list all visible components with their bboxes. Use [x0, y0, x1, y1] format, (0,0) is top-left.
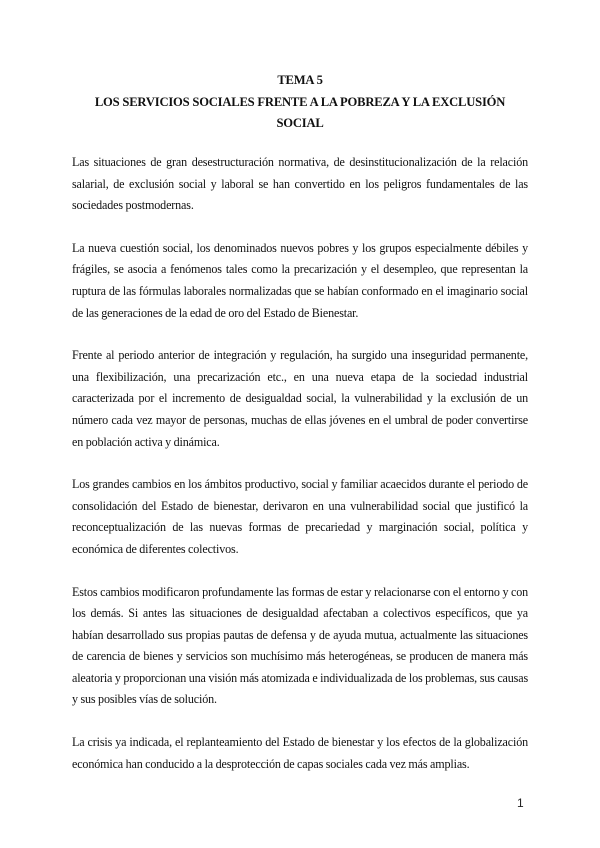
- topic-label: TEMA 5: [277, 73, 323, 87]
- page-number: 1: [517, 796, 524, 810]
- paragraph-5: Estos cambios modificaron profundamente las formas de estar y relacionarse con el entorno y con los demás. Si antes las situaciones de desigualdad afectaban a colectivos específicos, que ya habían desarrollado sus propias pautas de defensa y de ayuda mutua, actualmente las situaciones de carencia de bienes y servicios son muchísimo más heterogéneas, se producen de manera más aleatoria y proporcionan una visión más atomizada e individualizada de los problemas, sus causas y sus posibles vías de solución.: [72, 584, 528, 707]
- paragraph-1: Las situaciones de gran desestructuración normativa, de desinstitucionalización de la relación salarial, de exclusión social y laboral se han convertido en los peligros fundamentales de las sociedades postmodernas.: [72, 155, 528, 213]
- paragraph-4: Los grandes cambios en los ámbitos productivo, social y familiar acaecidos durante el periodo de consolidación del Estado de bienestar, derivaron en una vulnerabilidad social que justificó la reconceptualización de las nuevas formas de precariedad y marginación social, política y económica de diferentes colectivos.: [72, 477, 528, 556]
- paragraph-3: Frente al periodo anterior de integración y regulación, ha surgido una inseguridad permanente, una flexibilización, una precarización etc., en una nueva etapa de la sociedad industrial caracterizada por el incremento de desigualdad social, la vulnerabilidad y la exclusión de un número cada vez mayor de personas, muchas de ellas jóvenes en el umbral de poder convertirse en población activa y dinámica.: [72, 348, 528, 449]
- document-title-line-2: SOCIAL: [276, 116, 324, 130]
- paragraph-2: La nueva cuestión social, los denominados nuevos pobres y los grupos especialmente débiles y frágiles, se asocia a fenómenos tales como la precarización y el desempleo, que representan la ruptura de las fórmulas laborales normalizadas que se habían conformado en el imaginario social de las generaciones de la edad de oro del Estado de Bienestar.: [72, 240, 528, 320]
- document-heading: [72, 70, 528, 135]
- document-body: [72, 152, 528, 796]
- paragraph-6: La crisis ya indicada, el replanteamiento del Estado de bienestar y los efectos de la globalización económica han conducido a la desprotección de capas sociales cada vez más amplias.: [72, 735, 528, 771]
- document-title-line-1: LOS SERVICIOS SOCIALES FRENTE A LA POBREZA Y LA EXCLUSIÓN: [94, 94, 506, 109]
